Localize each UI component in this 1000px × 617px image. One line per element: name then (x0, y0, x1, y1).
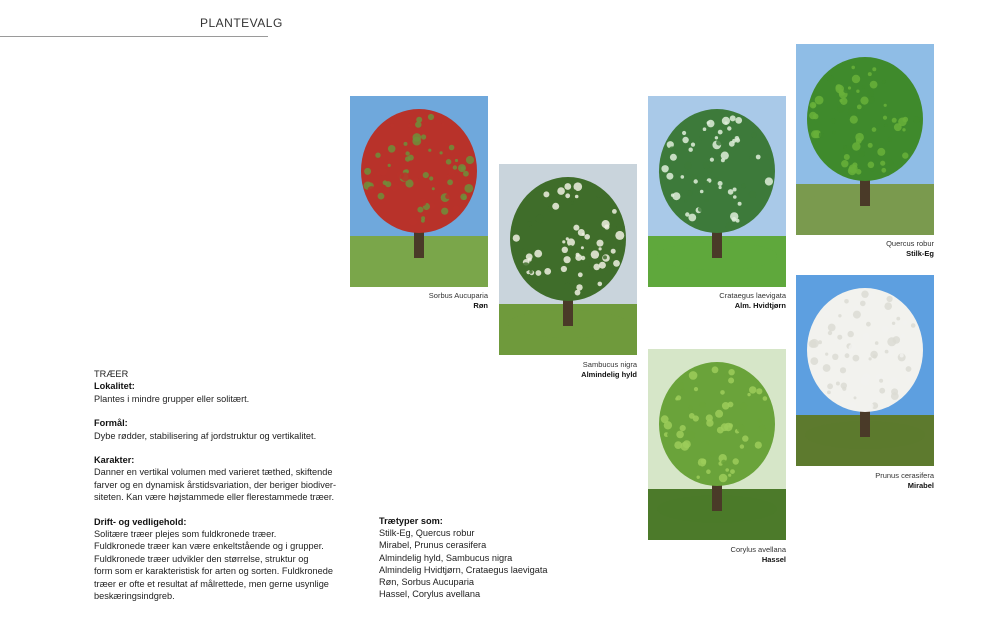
caption-common-name: Hassel (761, 555, 786, 564)
list-item: Stilk-Eg, Quercus robur (379, 528, 475, 539)
header-divider (0, 36, 268, 37)
caption-common-name: Røn (473, 301, 488, 310)
caption-common-name: Mirabel (907, 481, 934, 490)
lokalitet-text: Plantes i mindre grupper eller solitært. (94, 393, 250, 404)
caption-latin-name: Quercus robur (886, 239, 934, 248)
rowan-tree-photo (350, 96, 488, 287)
drift-line: form som er karakteristisk for arten og sorten. Fuldkronede (94, 566, 333, 577)
caption-latin-name: Crataegus laevigata (719, 291, 786, 300)
karakter-line: siteten. Kan være højstammede eller flerestammede træer. (94, 492, 334, 503)
caption-hawthorn (648, 291, 786, 311)
hazel-shrub-photo (648, 349, 786, 540)
caption-common-name: Stilk-Eg (906, 249, 934, 258)
list-item: Røn, Sorbus Aucuparia (379, 577, 474, 588)
list-item: Almindelig hyld, Sambucus nigra (379, 552, 513, 563)
caption-latin-name: Corylus avellana (730, 545, 786, 554)
hazel-shrub-photo-image (648, 349, 786, 540)
list-item: Almindelig Hvidtjørn, Crataegus laevigata (379, 564, 548, 575)
lokalitet-heading: Lokalitet: (94, 381, 135, 392)
caption-cherry-plum (796, 471, 934, 491)
cherry-plum-tree-photo (796, 275, 934, 466)
caption-latin-name: Prunus cerasifera (875, 471, 934, 480)
karakter-heading: Karakter: (94, 455, 135, 466)
karakter-line: Danner en vertikal volumen med varieret tæthed, skiftende (94, 467, 333, 478)
elder-tree-photo (499, 164, 637, 355)
oak-tree-photo-image (796, 44, 934, 235)
caption-rowan (350, 291, 488, 311)
rowan-tree-photo-image (350, 96, 488, 287)
hawthorn-tree-photo (648, 96, 786, 287)
caption-latin-name: Sorbus Aucuparia (428, 291, 488, 300)
caption-common-name: Almindelig hyld (581, 370, 637, 379)
caption-common-name: Alm. Hvidtjørn (734, 301, 786, 310)
drift-line: Fuldkronede træer udvikler den størrelse, struktur og (94, 553, 309, 564)
drift-line: Fuldkronede træer kan være enkeltstående og i grupper. (94, 541, 324, 552)
drift-heading: Drift- og vedligehold: (94, 516, 187, 527)
caption-hazel (648, 545, 786, 565)
karakter-line: farver og en dynamisk årstidsvariation, der beriger biodiver- (94, 479, 337, 490)
list-item: Mirabel, Prunus cerasifera (379, 540, 487, 551)
caption-latin-name: Sambucus nigra (582, 360, 637, 369)
tree-types-list (379, 515, 599, 600)
drift-line: Solitære træer plejes som fuldkronede træer. (94, 529, 277, 540)
drift-line: træer er ofte et resultat af målrettede, men gerne usynlige (94, 578, 329, 589)
formaal-text: Dybe rødder, stabilisering af jordstruktur og vertikalitet. (94, 430, 317, 441)
oak-tree-photo (796, 44, 934, 235)
category-label: TRÆER (94, 369, 129, 379)
elder-tree-photo-image (499, 164, 637, 355)
hawthorn-tree-photo-image (648, 96, 786, 287)
tree-types-heading: Trætyper som: (379, 516, 443, 526)
tree-description (94, 368, 359, 603)
list-item: Hassel, Corylus avellana (379, 589, 481, 600)
page-title: PLANTEVALG (200, 16, 283, 30)
cherry-plum-tree-photo-image (796, 275, 934, 466)
caption-elder (499, 360, 637, 380)
formaal-heading: Formål: (94, 418, 128, 429)
caption-oak (796, 239, 934, 259)
drift-line: beskæringsindgreb. (94, 591, 175, 602)
